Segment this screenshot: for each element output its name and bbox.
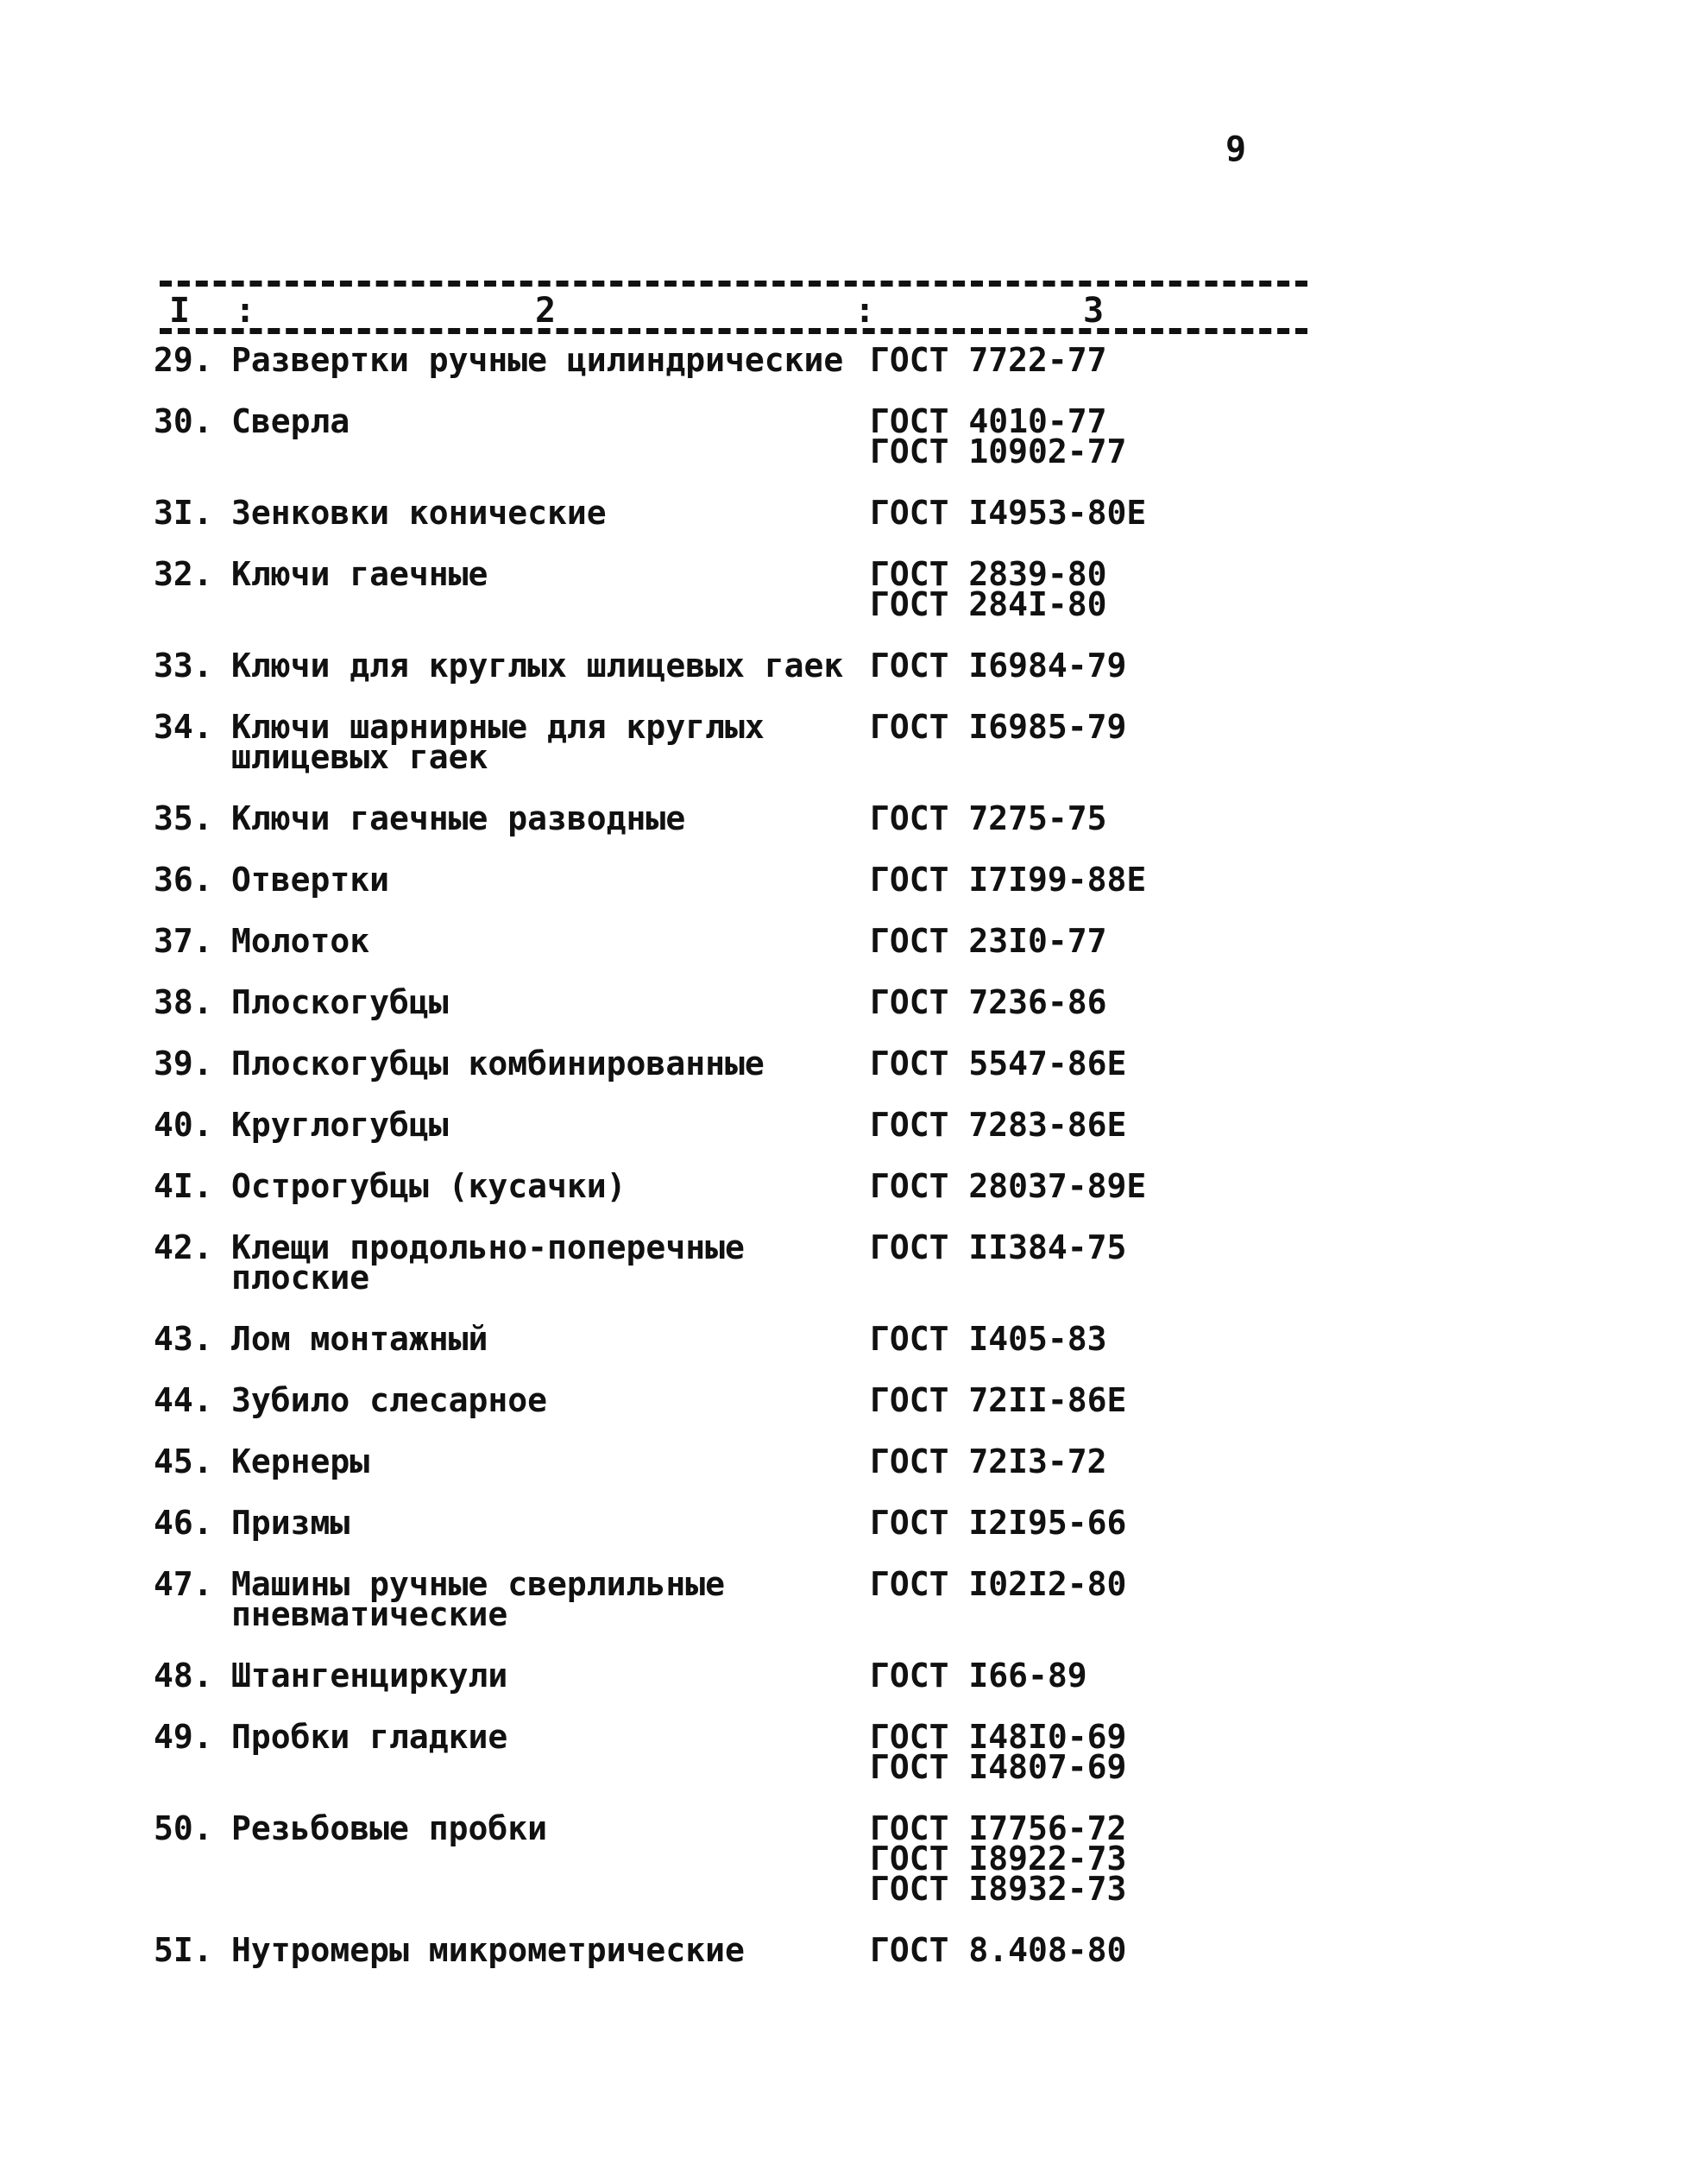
column-separator-1: : (235, 291, 256, 331)
item-name: Ключи для круглых шлицевых гаек (231, 647, 844, 685)
table-row-content (0, 1167, 1688, 1205)
table-row-content (0, 1320, 1688, 1358)
item-name: Молоток (231, 922, 370, 960)
item-name: Нутромеры микрометрические (231, 1931, 745, 1969)
table-row-content (0, 1106, 1688, 1144)
item-number: 30. (154, 402, 213, 440)
table-row-content (0, 1657, 1688, 1695)
table-row-content (0, 1045, 1688, 1083)
table-row (0, 1809, 1688, 1908)
table-row (0, 1718, 1688, 1786)
page-number: 9 (1225, 129, 1247, 169)
column-separator-2: : (854, 291, 876, 331)
gost-standard: ГОСТ I4953-80E (870, 494, 1147, 532)
item-number: 50. (154, 1809, 213, 1847)
table-row (0, 1565, 1688, 1633)
table-row (0, 1045, 1688, 1083)
gost-standard: ГОСТ 72I3-72 (870, 1442, 1107, 1480)
table-row (0, 1442, 1688, 1480)
gost-standard: ГОСТ 5547-86E (870, 1045, 1127, 1083)
gost-standard: ГОСТ 2839-80 ГОСТ 284I-80 (870, 555, 1107, 623)
item-name: Острогубцы (кусачки) (231, 1167, 627, 1205)
table-row (0, 494, 1688, 532)
item-number: 46. (154, 1504, 213, 1542)
table-row (0, 708, 1688, 776)
table-row (0, 1167, 1688, 1205)
item-name: Зубило слесарное (231, 1381, 548, 1419)
item-name: Ключи гаечные разводные (231, 799, 686, 837)
table-row (0, 922, 1688, 960)
table-row-content (0, 861, 1688, 899)
table-row-content (0, 1565, 1688, 1633)
table-row-content (0, 1718, 1688, 1786)
gost-standard: ГОСТ I6984-79 (870, 647, 1127, 685)
item-number: 35. (154, 799, 213, 837)
table-row (0, 1504, 1688, 1542)
gost-standard: ГОСТ 23I0-77 (870, 922, 1107, 960)
item-number: 39. (154, 1045, 213, 1083)
table-row-content (0, 647, 1688, 685)
table-row-content (0, 1809, 1688, 1908)
item-name: Штангенциркули (231, 1657, 508, 1695)
item-number: 44. (154, 1381, 213, 1419)
item-name: Развертки ручные цилиндрические (231, 341, 844, 379)
table-row-content (0, 494, 1688, 532)
item-name: Плоскогубцы (231, 983, 449, 1021)
item-number: 37. (154, 922, 213, 960)
table-row (0, 1657, 1688, 1695)
item-name: Лом монтажный (231, 1320, 488, 1358)
column-header-1: I (169, 291, 191, 331)
item-number: 32. (154, 555, 213, 593)
item-name: Ключи гаечные (231, 555, 488, 593)
item-number: 36. (154, 861, 213, 899)
item-number: 5I. (154, 1931, 213, 1969)
item-number: 40. (154, 1106, 213, 1144)
table-row (0, 1381, 1688, 1419)
gost-standard: ГОСТ II384-75 (870, 1228, 1127, 1266)
table-row-content (0, 1228, 1688, 1297)
item-number: 48. (154, 1657, 213, 1695)
gost-standard: ГОСТ 28037-89E (870, 1167, 1147, 1205)
table-row-content (0, 1442, 1688, 1480)
gost-standard: ГОСТ 7722-77 (870, 341, 1107, 379)
standards-table (0, 341, 1688, 1997)
item-number: 29. (154, 341, 213, 379)
gost-standard: ГОСТ 7236-86 (870, 983, 1107, 1021)
gost-standard: ГОСТ I405-83 (870, 1320, 1107, 1358)
gost-standard: ГОСТ I2I95-66 (870, 1504, 1127, 1542)
table-row (0, 1228, 1688, 1297)
gost-standard: ГОСТ 7283-86E (870, 1106, 1127, 1144)
item-name: Резьбовые пробки (231, 1809, 548, 1847)
item-name: Зенковки конические (231, 494, 607, 532)
table-row (0, 402, 1688, 470)
item-name: Сверла (231, 402, 350, 440)
gost-standard: ГОСТ 4010-77 ГОСТ 10902-77 (870, 402, 1127, 470)
item-name: Ключи шарнирные для круглых шлицевых гаек (231, 708, 765, 776)
item-name: Машины ручные сверлильные пневматические (231, 1565, 725, 1633)
table-row-content (0, 1381, 1688, 1419)
table-row (0, 799, 1688, 837)
gost-standard: ГОСТ I48I0-69 ГОСТ I4807-69 (870, 1718, 1127, 1786)
gost-standard: ГОСТ 72II-86E (870, 1381, 1127, 1419)
table-row-content (0, 799, 1688, 837)
table-row-content (0, 555, 1688, 623)
gost-standard: ГОСТ I66-89 (870, 1657, 1087, 1695)
item-name: Клещи продольно-поперечные плоские (231, 1228, 745, 1297)
item-number: 47. (154, 1565, 213, 1603)
item-name: Круглогубцы (231, 1106, 449, 1144)
gost-standard: ГОСТ 8.408-80 (870, 1931, 1127, 1969)
header-rule-top (160, 281, 1307, 287)
item-number: 4I. (154, 1167, 213, 1205)
item-number: 45. (154, 1442, 213, 1480)
gost-standard: ГОСТ I02I2-80 (870, 1565, 1127, 1603)
table-row (0, 861, 1688, 899)
item-name: Призмы (231, 1504, 350, 1542)
item-number: 38. (154, 983, 213, 1021)
table-row-content (0, 922, 1688, 960)
table-row-content (0, 1931, 1688, 1969)
item-number: 42. (154, 1228, 213, 1266)
item-name: Отвертки (231, 861, 390, 899)
item-number: 33. (154, 647, 213, 685)
header-rule-bottom (160, 328, 1307, 334)
table-row-content (0, 402, 1688, 470)
table-row (0, 1106, 1688, 1144)
table-row-content (0, 708, 1688, 776)
item-name: Плоскогубцы комбинированные (231, 1045, 765, 1083)
table-row (0, 555, 1688, 623)
gost-standard: ГОСТ 7275-75 (870, 799, 1107, 837)
gost-standard: ГОСТ I7I99-88E (870, 861, 1147, 899)
item-number: 43. (154, 1320, 213, 1358)
column-header-3: 3 (1083, 291, 1105, 331)
item-number: 34. (154, 708, 213, 746)
table-row (0, 1931, 1688, 1969)
item-name: Кернеры (231, 1442, 370, 1480)
gost-standard: ГОСТ I7756-72 ГОСТ I8922-73 ГОСТ I8932-73 (870, 1809, 1127, 1908)
item-number: 49. (154, 1718, 213, 1756)
table-row-content (0, 341, 1688, 379)
gost-standard: ГОСТ I6985-79 (870, 708, 1127, 746)
table-row (0, 647, 1688, 685)
table-row (0, 983, 1688, 1021)
column-header-2: 2 (535, 291, 557, 331)
table-row (0, 1320, 1688, 1358)
table-row-content (0, 983, 1688, 1021)
table-row (0, 341, 1688, 379)
item-number: 3I. (154, 494, 213, 532)
item-name: Пробки гладкие (231, 1718, 508, 1756)
table-row-content (0, 1504, 1688, 1542)
